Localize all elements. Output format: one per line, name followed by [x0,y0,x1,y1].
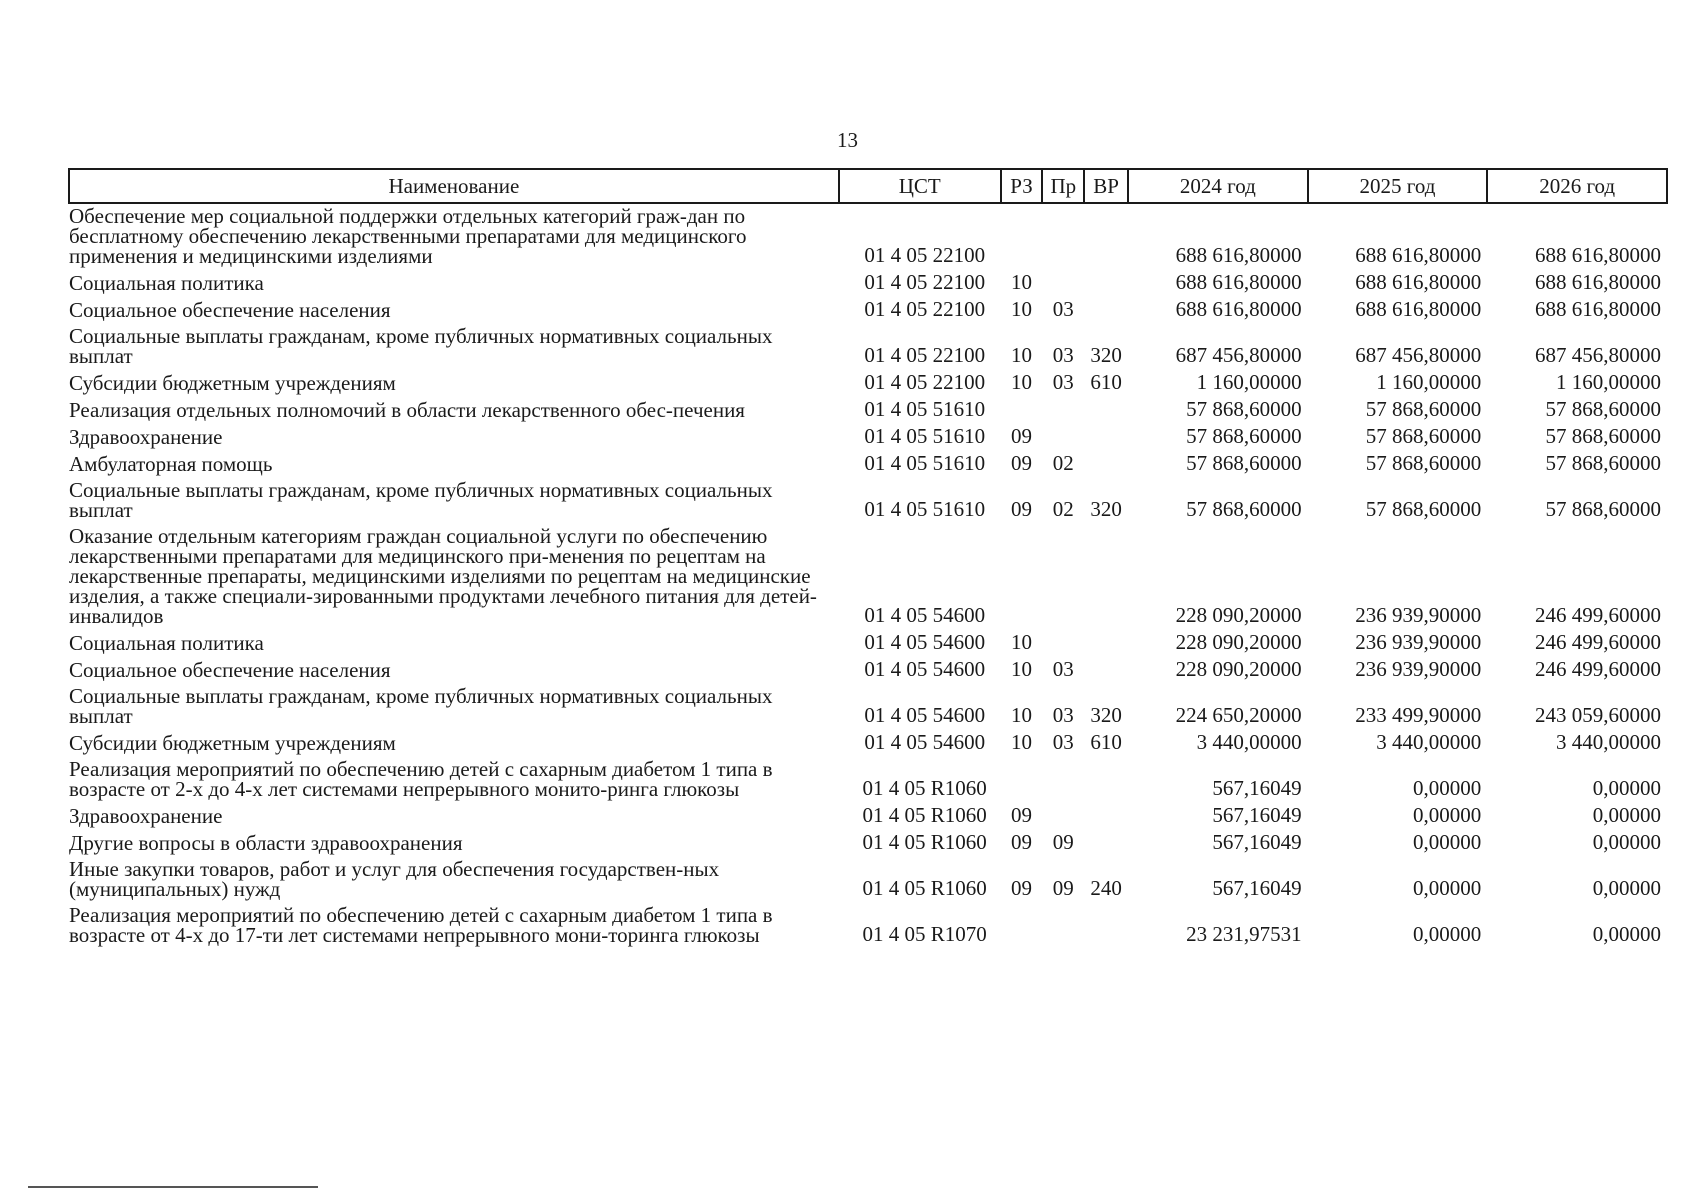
cell-2025: 3 440,00000 [1376,730,1482,754]
cell-2026: 57 868,60000 [1545,451,1661,475]
cell-name: Реализация мероприятий по обеспечению детей с сахарным диабетом 1 типа в возрасте от 4-х до 17-ти лет системами непрерывного мони-торинга глюкозы [69,903,773,947]
table-header [69,169,1667,203]
cell-2024: 57 868,60000 [1186,451,1302,475]
cell-pr: 03 [1052,703,1074,727]
cell-2025: 57 868,60000 [1365,451,1482,475]
table-row [69,657,1667,684]
cell-2024: 3 440,00000 [1196,730,1302,754]
cell-name: Социальные выплаты гражданам, кроме публичных нормативных социальных выплат [69,478,773,522]
cell-2025: 0,00000 [1413,776,1482,800]
cell-vr: 610 [1090,370,1122,394]
cell-rz: 09 [1011,803,1032,827]
cell-2026: 688 616,80000 [1535,297,1661,321]
cell-cst: 01 4 05 51610 [864,397,986,421]
cell-2024: 567,16049 [1212,803,1302,827]
cell-pr: 03 [1052,297,1074,321]
cell-name: Обеспечение мер социальной поддержки отдельных категорий граж-дан по бесплатному обеспечению лекарственными препаратами для медицинского применения и медицинскими изделиями [69,204,747,268]
table-row [69,757,1667,803]
cell-rz: 09 [1011,876,1032,900]
cell-vr [1084,297,1128,324]
header-2026: 2026 год [1487,169,1667,203]
cell-vr [1084,524,1128,630]
cell-2025: 236 939,90000 [1355,603,1482,627]
cell-2026: 246 499,60000 [1535,657,1661,681]
cell-2024: 228 090,20000 [1175,657,1302,681]
cell-cst: 01 4 05 51610 [864,424,986,448]
cell-2024: 57 868,60000 [1186,497,1302,521]
cell-vr [1084,657,1128,684]
table-row [69,424,1667,451]
cell-cst: 01 4 05 54600 [864,730,986,754]
cell-pr [1042,757,1084,803]
cell-2025: 0,00000 [1413,922,1482,946]
cell-rz: 10 [1011,297,1032,321]
cell-2026: 0,00000 [1592,876,1661,900]
cell-pr [1042,903,1084,949]
cell-2024: 688 616,80000 [1175,243,1302,267]
cell-2024: 688 616,80000 [1175,297,1302,321]
cell-vr [1084,397,1128,424]
cell-name: Субсидии бюджетным учреждениям [69,731,396,755]
cell-rz: 10 [1011,703,1032,727]
cell-2026: 57 868,60000 [1545,424,1661,448]
cell-cst: 01 4 05 R1060 [862,876,987,900]
cell-vr: 240 [1090,876,1122,900]
cell-2026: 0,00000 [1592,830,1661,854]
cell-pr: 03 [1052,657,1074,681]
cell-vr [1084,424,1128,451]
cell-cst: 01 4 05 54600 [864,603,986,627]
cell-name: Социальная политика [69,631,264,655]
cell-2026: 57 868,60000 [1545,497,1661,521]
cell-rz: 10 [1011,343,1032,367]
cell-pr: 03 [1052,343,1074,367]
cell-name: Социальное обеспечение населения [69,658,391,682]
cell-pr: 09 [1052,830,1074,854]
header-pr: Пр [1042,169,1084,203]
cell-rz: 09 [1011,830,1032,854]
cell-pr [1042,270,1084,297]
cell-rz: 10 [1011,270,1032,294]
cell-name: Здравоохранение [69,425,223,449]
cell-2025: 0,00000 [1413,876,1482,900]
cell-rz: 09 [1011,451,1032,475]
cell-vr: 610 [1090,730,1122,754]
header-rz: РЗ [1001,169,1043,203]
cell-2024: 57 868,60000 [1186,424,1302,448]
table-row [69,630,1667,657]
cell-cst: 01 4 05 22100 [864,343,986,367]
cell-pr: 02 [1052,497,1074,521]
cell-name: Здравоохранение [69,804,223,828]
cell-2026: 687 456,80000 [1535,343,1661,367]
footnote-divider [28,1186,318,1188]
cell-2024: 567,16049 [1212,830,1302,854]
page-number: 13 [837,128,858,152]
header-2025: 2025 год [1308,169,1488,203]
table-row [69,397,1667,424]
cell-pr: 09 [1052,876,1074,900]
table-row [69,857,1667,903]
cell-2025: 57 868,60000 [1365,424,1482,448]
cell-rz: 10 [1011,630,1032,654]
cell-vr: 320 [1090,343,1122,367]
cell-rz: 10 [1011,730,1032,754]
table-row [69,524,1667,630]
cell-rz: 09 [1011,497,1032,521]
cell-rz [1001,397,1043,424]
cell-pr: 02 [1052,451,1074,475]
table-row [69,370,1667,397]
cell-2025: 0,00000 [1413,830,1482,854]
cell-2025: 233 499,90000 [1355,703,1482,727]
cell-2025: 0,00000 [1413,803,1482,827]
header-row [69,169,1667,203]
cell-vr [1084,203,1128,270]
table-row [69,830,1667,857]
cell-vr [1084,630,1128,657]
cell-2024: 567,16049 [1212,876,1302,900]
table-row [69,297,1667,324]
cell-2025: 236 939,90000 [1355,657,1482,681]
cell-name: Реализация отдельных полномочий в области лекарственного обес-печения [69,398,745,422]
cell-2024: 228 090,20000 [1175,603,1302,627]
table-row [69,203,1667,270]
cell-2024: 23 231,97531 [1186,922,1302,946]
cell-2024: 224 650,20000 [1175,703,1302,727]
cell-rz [1001,203,1043,270]
cell-pr [1042,630,1084,657]
cell-2024: 688 616,80000 [1175,270,1302,294]
cell-rz: 10 [1011,657,1032,681]
cell-2026: 57 868,60000 [1545,397,1661,421]
budget-table [68,168,1668,949]
cell-2024: 1 160,00000 [1196,370,1302,394]
cell-2026: 3 440,00000 [1556,730,1661,754]
table-row [69,684,1667,730]
table-row [69,803,1667,830]
cell-name: Другие вопросы в области здравоохранения [69,831,463,855]
cell-name: Социальные выплаты гражданам, кроме публичных нормативных социальных выплат [69,684,773,728]
cell-pr [1042,803,1084,830]
cell-2025: 688 616,80000 [1355,270,1482,294]
header-2024: 2024 год [1128,169,1308,203]
cell-rz [1001,903,1043,949]
cell-cst: 01 4 05 R1060 [862,776,987,800]
table-row [69,270,1667,297]
cell-vr: 320 [1090,497,1122,521]
cell-cst: 01 4 05 54600 [864,657,986,681]
cell-2025: 688 616,80000 [1355,243,1482,267]
cell-vr [1084,451,1128,478]
cell-name: Социальная политика [69,271,264,295]
header-cst: ЦСТ [839,169,1001,203]
table-row [69,451,1667,478]
cell-vr [1084,757,1128,803]
table-body [69,203,1667,949]
cell-name: Реализация мероприятий по обеспечению детей с сахарным диабетом 1 типа в возрасте от 2-х до 4-х лет системами непрерывного монито-ринга глюкозы [69,757,773,801]
cell-rz: 09 [1011,424,1032,448]
cell-pr [1042,203,1084,270]
cell-cst: 01 4 05 R1060 [862,830,987,854]
cell-rz [1001,524,1043,630]
cell-pr: 03 [1052,730,1074,754]
cell-2024: 57 868,60000 [1186,397,1302,421]
cell-cst: 01 4 05 R1060 [862,803,987,827]
cell-name: Амбулаторная помощь [69,452,273,476]
cell-cst: 01 4 05 54600 [864,703,986,727]
cell-cst: 01 4 05 51610 [864,451,986,475]
table-row [69,478,1667,524]
cell-pr: 03 [1052,370,1074,394]
cell-2026: 246 499,60000 [1535,630,1661,654]
cell-2026: 246 499,60000 [1535,603,1661,627]
cell-cst: 01 4 05 R1070 [862,922,987,946]
cell-vr: 320 [1090,703,1122,727]
cell-cst: 01 4 05 22100 [864,370,986,394]
cell-2025: 57 868,60000 [1365,497,1482,521]
cell-2026: 0,00000 [1592,922,1661,946]
cell-2024: 687 456,80000 [1175,343,1302,367]
cell-name: Социальное обеспечение населения [69,298,391,322]
cell-cst: 01 4 05 22100 [864,297,986,321]
cell-vr [1084,803,1128,830]
cell-2024: 567,16049 [1212,776,1302,800]
cell-cst: 01 4 05 51610 [864,497,986,521]
cell-2026: 0,00000 [1592,803,1661,827]
cell-pr [1042,397,1084,424]
cell-2025: 688 616,80000 [1355,297,1482,321]
cell-rz: 10 [1011,370,1032,394]
cell-name: Иные закупки товаров, работ и услуг для обеспечения государствен-ных (муниципальных) нужд [69,857,720,901]
table-row [69,903,1667,949]
cell-2026: 0,00000 [1592,776,1661,800]
header-vr: ВР [1084,169,1128,203]
cell-2025: 236 939,90000 [1355,630,1482,654]
cell-2026: 688 616,80000 [1535,243,1661,267]
table-row [69,324,1667,370]
cell-2025: 687 456,80000 [1355,343,1482,367]
cell-cst: 01 4 05 54600 [864,630,986,654]
cell-vr [1084,903,1128,949]
cell-vr [1084,830,1128,857]
cell-2024: 228 090,20000 [1175,630,1302,654]
cell-pr [1042,524,1084,630]
table-row [69,730,1667,757]
cell-name: Социальные выплаты гражданам, кроме публичных нормативных социальных выплат [69,324,773,368]
cell-cst: 01 4 05 22100 [864,270,986,294]
cell-vr [1084,270,1128,297]
cell-2026: 1 160,00000 [1556,370,1661,394]
cell-2025: 1 160,00000 [1376,370,1482,394]
cell-name: Субсидии бюджетным учреждениям [69,371,396,395]
cell-pr [1042,424,1084,451]
cell-cst: 01 4 05 22100 [864,243,986,267]
cell-2025: 57 868,60000 [1365,397,1482,421]
cell-2026: 688 616,80000 [1535,270,1661,294]
cell-rz [1001,757,1043,803]
cell-2026: 243 059,60000 [1535,703,1661,727]
cell-name: Оказание отдельным категориям граждан социальной услуги по обеспечению лекарственными препаратами для медицинского при-менения по рецептам на лекарственные препараты, медицинскими изделиями по рецептам на медицинские изделия, а также специали-зированными продуктами лечебного питания для детей-инвалидов [69,524,817,628]
header-name: Наименование [69,169,839,203]
